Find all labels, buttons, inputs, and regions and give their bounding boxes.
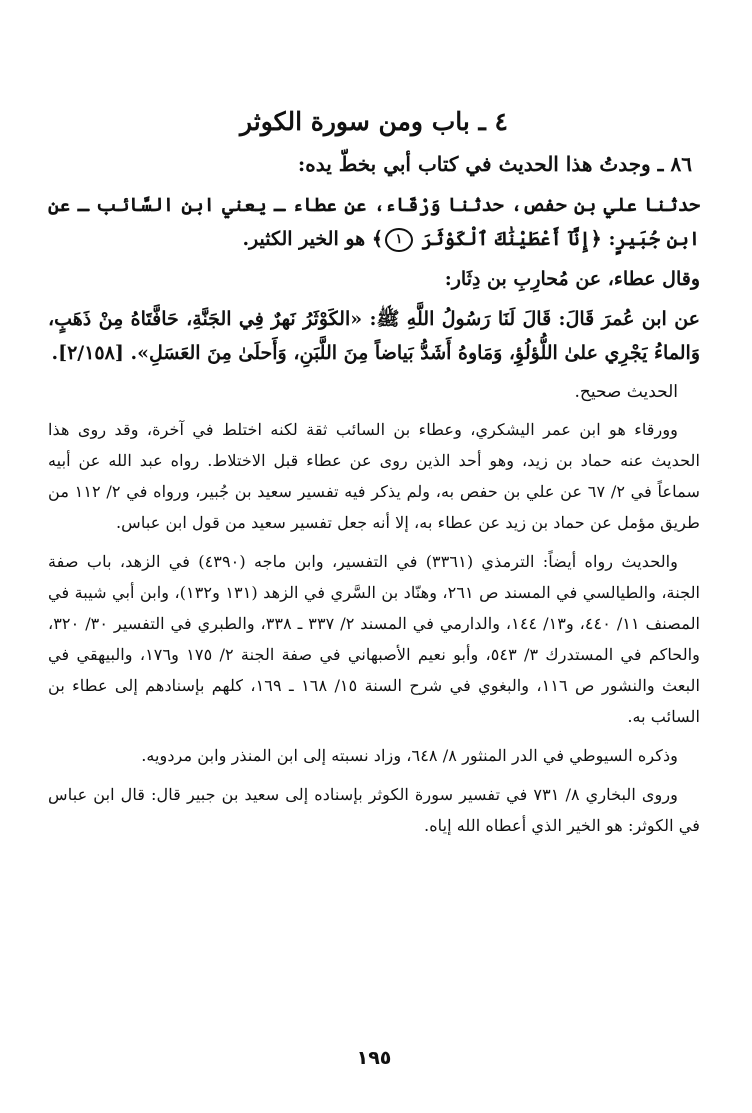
chapter-title: ٤ ـ باب ومن سورة الكوثر — [240, 107, 508, 136]
quran-verse — [365, 228, 602, 250]
page-number: ١٩٥ — [356, 1047, 392, 1069]
quran-verse-text: ﴿إِنَّآ أَعْطَيْنَٰكَ ٱلْكَوْثَرَ — [421, 228, 602, 250]
isnad-second: وقال عطاء، عن مُحارِبِ بن دِثَار: — [444, 268, 700, 290]
isnad-text: حدثنا علي بن حفص، حدثنا وَرْقَاء، عن عطاء ـ يعني ابن السَّائب ـ عن ابن جُبَيرٍ: — [48, 194, 700, 250]
commentary-paragraph: وورقاء هو ابن عمر اليشكري، وعطاء بن السائب ثقة لكنه اختلط في آخرة، وقد روى هذا الحديث عنه حماد بن زيد، وهو أحد الذين روى عن عطاء قبل الاختلاط. رواه عبد الله عن أبيه سماعاً في ٢/ ٦٧ عن علي بن حفص به، ولم يذكر فيه تفسير سعيد بن جُبير، ورواه في ٢/ ١١٢ من طريق مؤمل عن حماد بن زيد عن عطاء به، إلا أنه جعل تفسير سعيد من قول ابن عباس. — [48, 420, 701, 532]
commentary-paragraph: والحديث رواه أيضاً: الترمذي (٣٣٦١) في التفسير، وابن ماجه (٤٣٩٠) في الزهد، باب صفة الجنة، والطيالسي في المسند ص ٢٦١، وهنّاد بن السَّري في الزهد (١٣١ و١٣٢)، وابن أبي شيبة في المصنف ١١/ ٤٤٠، و١٣/ ١٤٤، والدارمي في المسند ٢/ ٣٣٧ ـ ٣٣٨، والطبري في التفسير ٣٠/ ٣٢٠، والحاكم في المستدرك ٣/ ٥٤٣، وأبو نعيم الأصبهاني في صفة الجنة ٢/ ١٧٥ و١٧٦، والبيهقي في البعث والنشور ص ١١٦، والبغوي في شرح السنة ١٥/ ١٦٨ ـ ١٦٩، كلهم بإسنادهم إلى عطاء بن السائب به. — [48, 552, 700, 726]
matn-paragraph — [48, 302, 700, 370]
isnad-tail: هو الخير الكثير. — [242, 228, 366, 250]
isnad-paragraph — [48, 188, 700, 256]
matn-reference: [٢/١٥٨]. — [51, 342, 124, 364]
commentary-paragraph: وذكره السيوطي في الدر المنثور ٨/ ٦٤٨، وزاد نسبته إلى ابن المنذر وابن مردويه. — [141, 746, 678, 765]
verse-number-marker: ١ — [385, 228, 413, 252]
commentary-paragraph: وروى البخاري ٨/ ٧٣١ في تفسير سورة الكوثر بإسناده إلى سعيد بن جبير قال: قال ابن عباس في الكوثر: هو الخير الذي أعطاه الله إياه. — [48, 785, 700, 835]
hadith-verdict: الحديث صحيح. — [574, 382, 678, 402]
matn-text: عن ابن عُمرَ قَالَ: قَالَ لَنَا رَسُولُ اللَّهِ ﷺ: «الكَوْثَرُ نَهرٌ فِي الجَنَّةِ، حَافَّتَاهُ مِنْ ذَهَبٍ، وَالماءُ يَجْرِي علىٰ اللُّؤلُؤِ، وَمَاوهُ أَشَدُّ بَياضاً مِنَ اللَّبَنِ، وَأَحلَىٰ مِنَ العَسَلِ». — [48, 308, 700, 364]
book-page — [48, 100, 700, 1073]
quran-verse-close: ﴾ — [371, 228, 383, 250]
hadith-heading: ٨٦ ـ وجدتُ هذا الحديث في كتاب أبي بخطّ يده: — [297, 152, 692, 176]
